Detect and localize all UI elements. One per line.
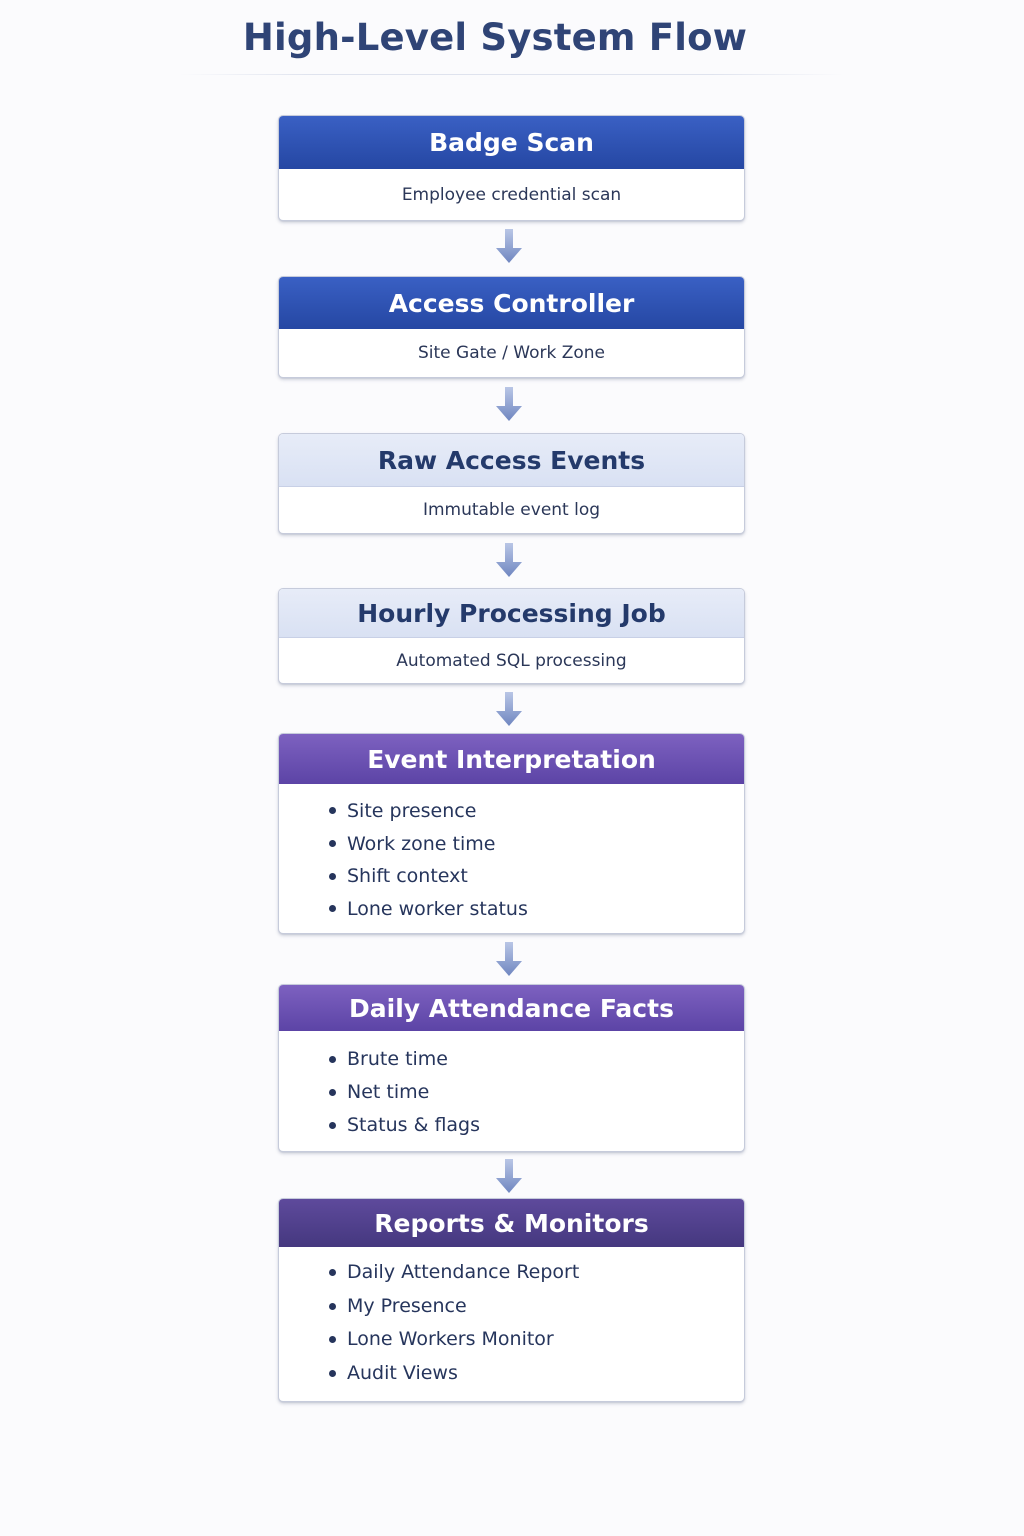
step-reports-monitors: [278, 1198, 745, 1402]
step-event-interpretation-title: Event Interpretation: [279, 734, 744, 784]
title-divider: [180, 74, 844, 75]
list-item: Lone worker status: [329, 893, 744, 926]
list-item: Status & flags: [329, 1109, 744, 1142]
down-arrow-icon: [494, 229, 524, 263]
step-access-controller: [278, 276, 745, 378]
list-item: Shift context: [329, 860, 744, 893]
down-arrow-icon: [494, 1159, 524, 1193]
list-item: Brute time: [329, 1043, 744, 1076]
step-reports-monitors-list: [279, 1247, 744, 1391]
list-item: Work zone time: [329, 828, 744, 861]
step-reports-monitors-title: Reports & Monitors: [279, 1199, 744, 1247]
down-arrow-icon: [494, 387, 524, 421]
list-item: My Presence: [329, 1290, 744, 1324]
down-arrow-icon: [494, 942, 524, 976]
step-daily-attendance-facts: [278, 984, 745, 1152]
step-daily-attendance-facts-list: [279, 1031, 744, 1142]
step-raw-access-events-subtitle: Immutable event log: [422, 500, 601, 520]
list-item: Lone Workers Monitor: [329, 1323, 744, 1357]
step-daily-attendance-facts-title: Daily Attendance Facts: [279, 985, 744, 1031]
step-raw-access-events-title: Raw Access Events: [279, 434, 744, 487]
page-title: High-Level System Flow: [242, 16, 748, 59]
step-raw-access-events: [278, 433, 745, 534]
step-hourly-processing-job-subtitle: Automated SQL processing: [396, 650, 627, 671]
step-access-controller-title: Access Controller: [279, 277, 744, 329]
list-item: Net time: [329, 1076, 744, 1109]
list-item: Audit Views: [329, 1357, 744, 1391]
step-access-controller-subtitle: Site Gate / Work Zone: [417, 343, 606, 363]
list-item: Site presence: [329, 795, 744, 828]
step-badge-scan-subtitle: Employee credential scan: [401, 184, 622, 205]
down-arrow-icon: [494, 692, 524, 726]
step-badge-scan-title: Badge Scan: [279, 116, 744, 169]
step-badge-scan: [278, 115, 745, 221]
step-hourly-processing-job: [278, 588, 745, 684]
list-item: Daily Attendance Report: [329, 1256, 744, 1290]
step-hourly-processing-job-title: Hourly Processing Job: [279, 589, 744, 638]
step-event-interpretation-list: [279, 784, 744, 926]
step-event-interpretation: [278, 733, 745, 934]
down-arrow-icon: [494, 543, 524, 577]
